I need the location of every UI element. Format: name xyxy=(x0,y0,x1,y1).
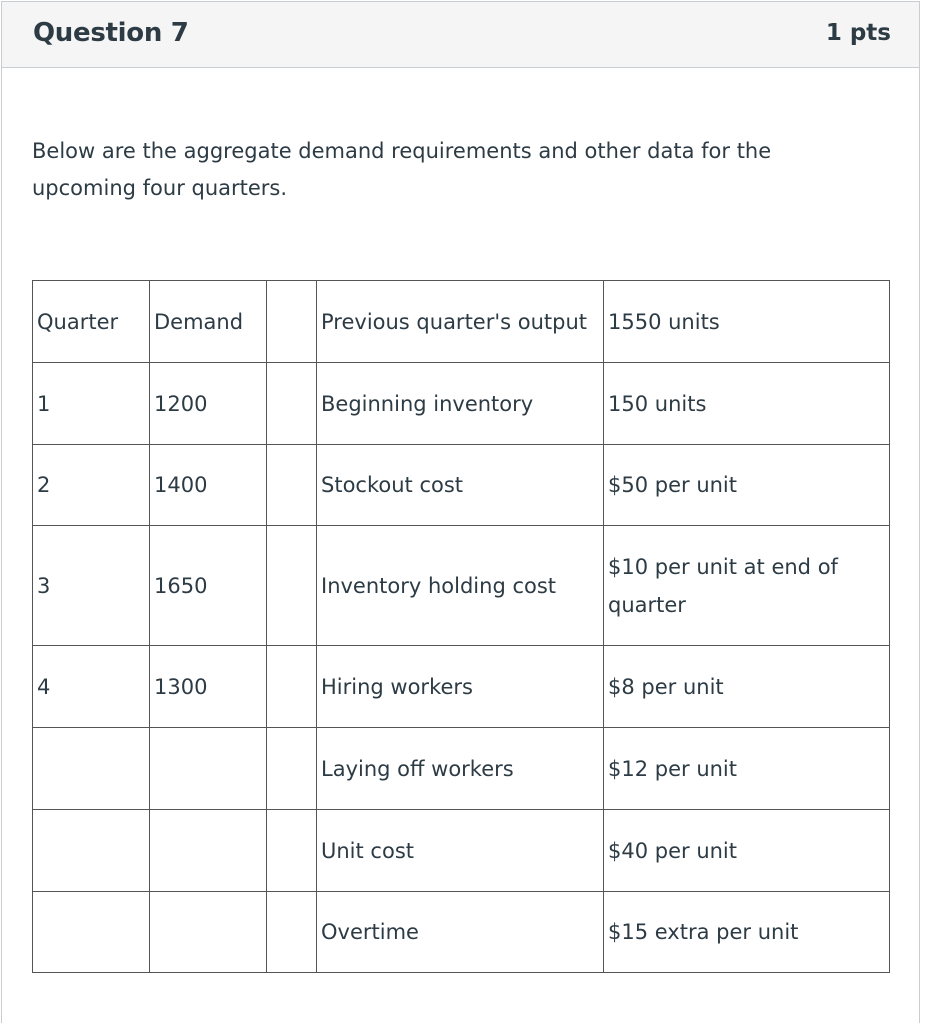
value-cell: $15 extra per unit xyxy=(604,892,890,973)
item-cell: Hiring workers xyxy=(317,646,604,728)
data-table xyxy=(32,280,890,973)
quarter-cell: 1 xyxy=(33,363,150,445)
table-row xyxy=(33,892,890,973)
question-header xyxy=(2,2,919,68)
blank-cell xyxy=(267,445,317,526)
quarter-cell: Quarter xyxy=(33,281,150,363)
table-row xyxy=(33,646,890,728)
quarter-cell xyxy=(33,810,150,892)
item-cell: Laying off workers xyxy=(317,728,604,810)
demand-cell xyxy=(150,728,267,810)
table-row xyxy=(33,445,890,526)
value-cell: $12 per unit xyxy=(604,728,890,810)
value-cell: 150 units xyxy=(604,363,890,445)
blank-cell xyxy=(267,810,317,892)
demand-cell: 1200 xyxy=(150,363,267,445)
blank-cell xyxy=(267,363,317,445)
value-cell: $10 per unit at end of quarter xyxy=(604,526,890,646)
demand-cell: 1650 xyxy=(150,526,267,646)
quarter-cell: 2 xyxy=(33,445,150,526)
table-row xyxy=(33,728,890,810)
item-cell: Beginning inventory xyxy=(317,363,604,445)
item-cell: Stockout cost xyxy=(317,445,604,526)
value-cell: $40 per unit xyxy=(604,810,890,892)
demand-cell: 1400 xyxy=(150,445,267,526)
blank-cell xyxy=(267,526,317,646)
demand-cell: 1300 xyxy=(150,646,267,728)
item-cell: Inventory holding cost xyxy=(317,526,604,646)
value-cell: $8 per unit xyxy=(604,646,890,728)
value-cell: $50 per unit xyxy=(604,445,890,526)
question-title: Question 7 xyxy=(33,18,189,48)
quarter-cell xyxy=(33,728,150,810)
quarter-cell: 3 xyxy=(33,526,150,646)
question-points: 1 pts xyxy=(825,20,891,46)
table-row xyxy=(33,281,890,363)
blank-cell xyxy=(267,728,317,810)
table-row xyxy=(33,526,890,646)
blank-cell xyxy=(267,646,317,728)
value-cell: 1550 units xyxy=(604,281,890,363)
blank-cell xyxy=(267,281,317,363)
table-row xyxy=(33,363,890,445)
table-row xyxy=(33,810,890,892)
quarter-cell: 4 xyxy=(33,646,150,728)
demand-cell: Demand xyxy=(150,281,267,363)
blank-cell xyxy=(267,892,317,973)
demand-cell xyxy=(150,892,267,973)
demand-cell xyxy=(150,810,267,892)
item-cell: Previous quarter's output xyxy=(317,281,604,363)
item-cell: Overtime xyxy=(317,892,604,973)
item-cell: Unit cost xyxy=(317,810,604,892)
quarter-cell xyxy=(33,892,150,973)
question-text: Below are the aggregate demand requirements and other data for the upcoming four quarters. xyxy=(32,139,772,200)
